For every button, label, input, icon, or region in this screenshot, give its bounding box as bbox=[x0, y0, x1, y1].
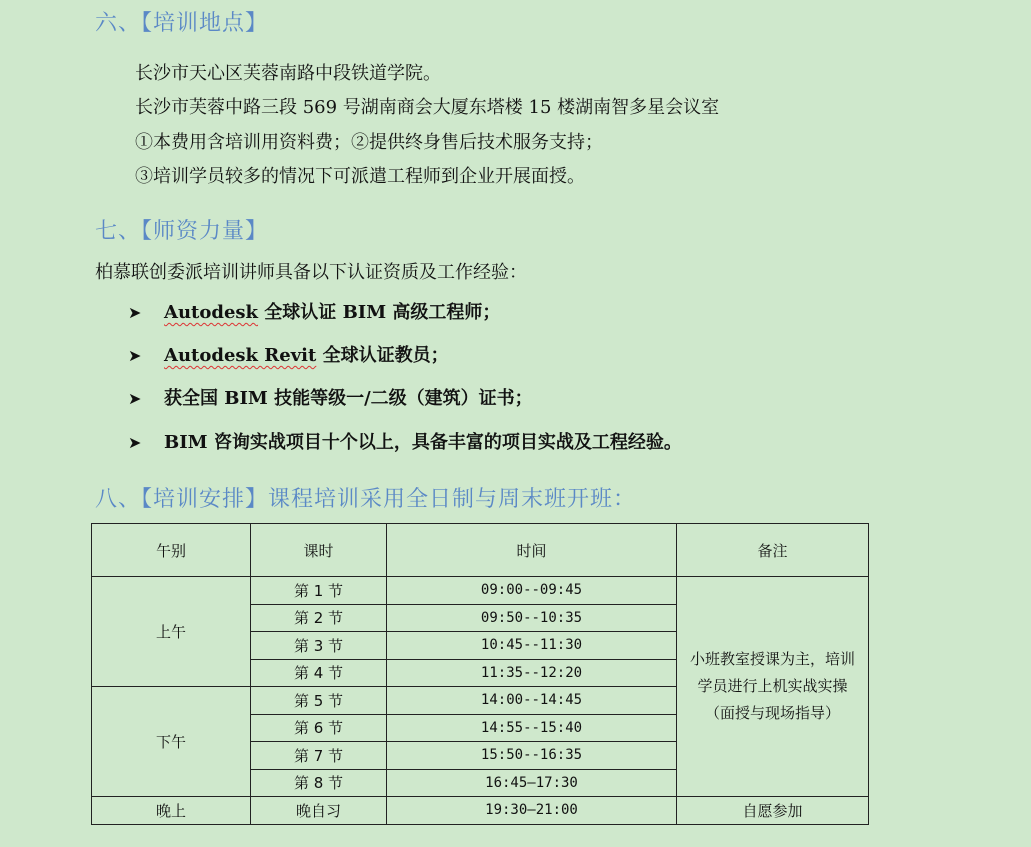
period-afternoon: 下午 bbox=[92, 687, 251, 797]
location-line-4: ③培训学员较多的情况下可派遣工程师到企业开展面授。 bbox=[135, 166, 585, 187]
session-time: 10:45--11:30 bbox=[387, 632, 677, 660]
section-8-heading: 八、【培训安排】课程培训采用全日制与周末班开班： bbox=[95, 487, 637, 512]
header-note: 备注 bbox=[677, 524, 869, 577]
bullet-prefix: Autodesk bbox=[164, 302, 259, 323]
header-period: 午别 bbox=[92, 524, 251, 577]
session-time: 11:35--12:20 bbox=[387, 659, 677, 687]
evening-note: 自愿参加 bbox=[677, 797, 869, 825]
session-time: 16:45—17:30 bbox=[387, 769, 677, 797]
faculty-intro: 柏慕联创委派培训讲师具备以下认证资质及工作经验： bbox=[95, 262, 527, 283]
faculty-bullet-1 bbox=[128, 298, 500, 324]
session-label: 第 2 节 bbox=[251, 604, 387, 632]
header-session: 课时 bbox=[251, 524, 387, 577]
session-label: 第 5 节 bbox=[251, 687, 387, 715]
table-row bbox=[92, 577, 869, 605]
bullet-text: 获全国 BIM 技能等级一/二级（建筑）证书； bbox=[164, 388, 533, 409]
arrow-bullet-icon: ➤ bbox=[128, 346, 142, 365]
session-label: 第 7 节 bbox=[251, 742, 387, 770]
bullet-text: 全球认证教员； bbox=[316, 345, 449, 366]
session-time: 09:50--10:35 bbox=[387, 604, 677, 632]
bullet-text: BIM 咨询实战项目十个以上，具备丰富的项目实战及工程经验。 bbox=[164, 432, 682, 453]
session-label: 第 6 节 bbox=[251, 714, 387, 742]
session-time: 15:50--16:35 bbox=[387, 742, 677, 770]
session-time: 14:55--15:40 bbox=[387, 714, 677, 742]
note-cell: 小班教室授课为主，培训学员进行上机实战实操（面授与现场指导） bbox=[677, 577, 869, 797]
session-time: 14:00--14:45 bbox=[387, 687, 677, 715]
location-line-3: ①本费用含培训用资料费；②提供终身售后技术服务支持； bbox=[135, 132, 603, 153]
session-label: 第 3 节 bbox=[251, 632, 387, 660]
session-label: 第 8 节 bbox=[251, 769, 387, 797]
faculty-bullet-3 bbox=[128, 384, 533, 410]
session-time: 19:30—21:00 bbox=[387, 797, 677, 825]
period-evening: 晚上 bbox=[92, 797, 251, 825]
section-6-heading: 六、【培训地点】 bbox=[95, 11, 269, 36]
table-header-row bbox=[92, 524, 869, 577]
faculty-bullet-2 bbox=[128, 341, 449, 367]
header-time: 时间 bbox=[387, 524, 677, 577]
session-label: 第 4 节 bbox=[251, 659, 387, 687]
section-7-heading: 七、【师资力量】 bbox=[95, 219, 269, 244]
arrow-bullet-icon: ➤ bbox=[128, 433, 142, 452]
period-morning: 上午 bbox=[92, 577, 251, 687]
schedule-table bbox=[91, 523, 869, 825]
bullet-text: 全球认证 BIM 高级工程师； bbox=[258, 302, 501, 323]
faculty-bullet-4 bbox=[128, 428, 682, 454]
session-label: 第 1 节 bbox=[251, 577, 387, 605]
location-line-1: 长沙市天心区芙蓉南路中段铁道学院。 bbox=[135, 63, 441, 84]
table-row bbox=[92, 797, 869, 825]
bullet-prefix: Autodesk Revit bbox=[164, 345, 317, 366]
arrow-bullet-icon: ➤ bbox=[128, 389, 142, 408]
location-line-2: 长沙市芙蓉中路三段 569 号湖南商会大厦东塔楼 15 楼湖南智多星会议室 bbox=[135, 97, 720, 118]
session-label: 晚自习 bbox=[251, 797, 387, 825]
arrow-bullet-icon: ➤ bbox=[128, 303, 142, 322]
session-time: 09:00--09:45 bbox=[387, 577, 677, 605]
